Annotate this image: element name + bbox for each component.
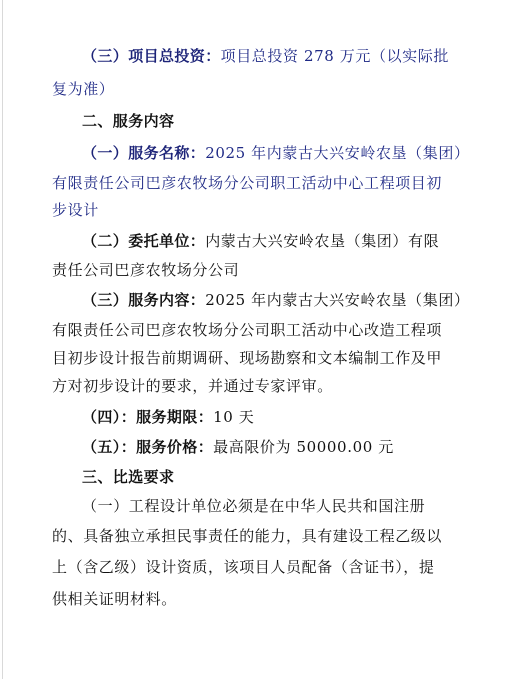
service-price-value: 最高限价为 50000.00 元 [213,438,394,456]
page-edge [2,0,3,679]
client-heading: （二）委托单位： [82,232,206,250]
requirement-text-3: 上（含乙级）设计资质，该项目人员配备（含证书），提 [52,558,435,576]
service-price-heading: （五）：服务价格： [82,438,214,456]
service-name-text: 2025 年内蒙古大兴安岭农垦（集团） [205,144,470,162]
requirement-text-4: 供相关证明材料。 [52,590,177,608]
investment-line [82,46,449,66]
service-name-heading: （一）服务名称： [82,144,206,162]
client-text-2: 责任公司巴彦农牧场分公司 [52,261,240,279]
requirement-text-2: 的、具备独立承担民事责任的能力，具有建设工程乙级以 [52,527,443,545]
service-content-text-4: 方对初步设计的要求，并通过专家评审。 [52,377,333,395]
section-2-title: 二、服务内容 [82,112,175,130]
service-name-text-2: 有限责任公司巴彦农牧场分公司职工活动中心工程项目初 [52,174,443,192]
investment-text-cont: 复为准） [52,80,115,98]
investment-text: 项目总投资 278 万元（以实际批 [220,47,449,65]
section-3-title: 三、比选要求 [82,468,175,486]
service-content-text-2: 有限责任公司巴彦农牧场分公司职工活动中心改造工程项 [52,321,443,339]
investment-heading: （三）项目总投资： [82,47,221,65]
service-content-text-3: 目初步设计报告前期调研、现场勘察和文本编制工作及甲 [52,349,443,367]
service-content-text: 2025 年内蒙古大兴安岭农垦（集团） [205,291,470,309]
service-name-text-3: 步设计 [52,201,99,219]
client-text: 内蒙古大兴安岭农垦（集团）有限 [205,232,440,250]
service-content-heading: （三）服务内容： [82,291,206,309]
requirement-text-1: （一）工程设计单位必须是在中华人民共和国注册 [82,497,426,515]
service-period-line [82,407,254,427]
service-period-value: 10 天 [213,408,255,426]
service-name-line [82,143,470,163]
service-period-heading: （四）：服务期限： [82,408,214,426]
service-price-line [82,437,394,457]
client-line [82,231,439,251]
service-content-line [82,290,470,310]
